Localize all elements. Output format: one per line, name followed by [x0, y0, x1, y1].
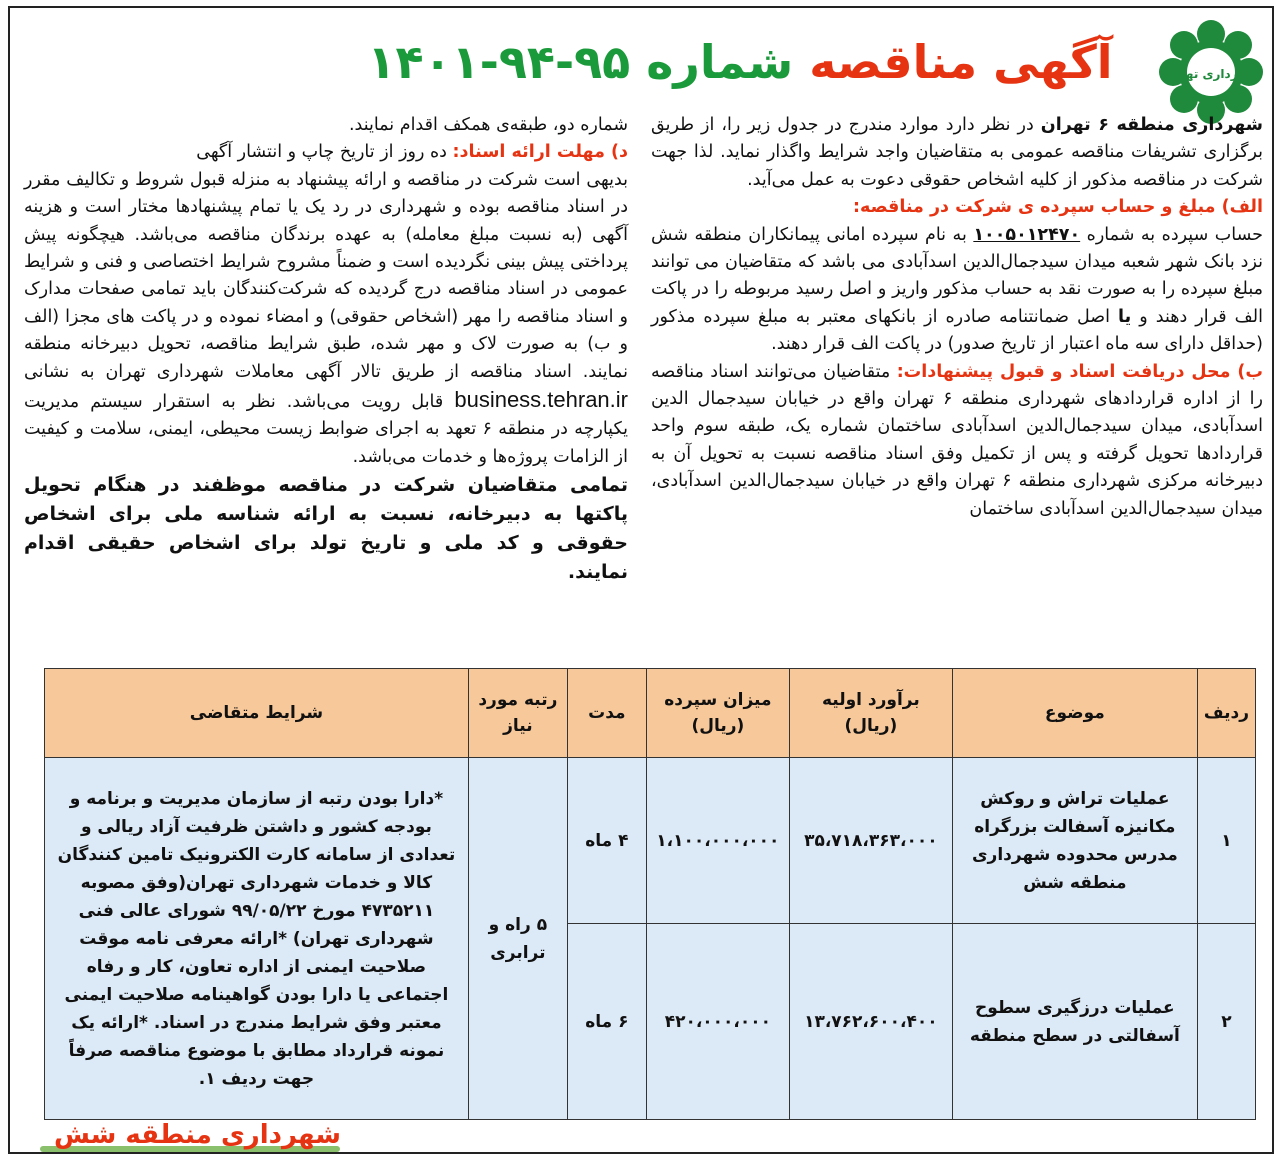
cell-estimate: ۱۳،۷۶۲،۶۰۰،۴۰۰ — [789, 924, 952, 1120]
section-a-title: الف) مبلغ و حساب سپرده ی شرکت در مناقصه: — [853, 197, 1263, 218]
section-d-paragraph — [24, 139, 628, 166]
header-deposit: میزان سپرده (ریال) — [646, 669, 789, 758]
header-row-number: ردیف — [1197, 669, 1255, 758]
cell-row-number: ۲ — [1197, 924, 1255, 1120]
cell-grade: ۵ راه و ترابری — [468, 758, 567, 1120]
section-a-mid: به نام سپرده امانی پیمانکاران منطقه شش نزد بانک شهر شعبه میدان سیدجمال‌الدین اسدآبادی می باشد که متقاضیان می توانند مبلغ سپرده را به صورت نقد به حساب مذکور واریز و اصل رسید مربوطه را در پاکت الف قرار دهند و — [651, 224, 1263, 327]
cell-conditions: *دارا بودن رتبه از سازمان مدیریت و برنامه و بودجه کشور و داشتن ظرفیت آزاد ریالی و تعدادی از سامانه کارت الکترونیک تامین کنندگان کالا و خدمات شهرداری تهران(وفق مصوبه ۴۷۳۵۲۱۱ مورخ ۹۹/۰۵/۲۲ شورای عالی فنی شهرداری تهران) *ارائه معرفی نامه موقت صلاحیت ایمنی از اداره تعاون، کار و رفاه اجتماعی یا دارا بودن گواهینامه صلاحیت ایمنی معتبر وفق شرایط مندرج در اسناد. *ارائه یک نمونه قرارداد مطابق با موضوع مناقصه صرفاً جهت ردیف ۱. — [45, 758, 469, 1120]
right-column — [651, 112, 1263, 523]
section-a-text — [651, 222, 1263, 359]
header-estimate: برآورد اولیه (ریال) — [789, 669, 952, 758]
cell-duration: ۶ ماه — [567, 924, 646, 1120]
logo-flower-icon — [1159, 20, 1263, 124]
section-b-title: ب) محل دریافت اسناد و قبول پیشنهادات: — [896, 361, 1264, 382]
header-subject: موضوع — [952, 669, 1197, 758]
tehran-municipality-logo — [1159, 20, 1263, 124]
header-duration: مدت — [567, 669, 646, 758]
account-number: ۱۰۰۵۰۱۲۴۷۰ — [973, 224, 1081, 245]
section-a-pre: حساب سپرده به شماره — [1080, 224, 1263, 245]
section-a-end: اصل ضمانتنامه صادره از بانکهای معتبر به مبلغ سپرده مذکور (حداقل دارای سه ماه اعتبار از تاریخ صدور) در پاکت الف قرار دهند. — [651, 306, 1263, 355]
intro-bold: شهرداری منطقه ۶ تهران — [1040, 115, 1263, 135]
tender-table — [44, 668, 1256, 1120]
general-conditions — [24, 167, 628, 471]
cell-deposit: ۴۲۰،۰۰۰،۰۰۰ — [646, 924, 789, 1120]
header-conditions: شرایط متقاضی — [45, 669, 469, 758]
section-d-text: ده روز از تاریخ چاپ و انتشار آگهی — [196, 142, 453, 163]
body-text-1: بدیهی است شرکت در مناقصه و ارائه پیشنهاد به منزله قبول شروط و تکالیف مقرر در اسناد مناقصه بوده و شهرداری در رد یک یا تمام پیشنهادها مختار است و هزینه آگهی (به نسبت مبلغ معامله) به عهده برندگان مناقصه می‌باشد. هیچگونه پیش پرداختی پیش بینی نگردیده است و ضمناً مشروح شرایط اختصاصی و فنی و شرایط عمومی در اسناد مناقصه درج گردیده که شرکت‌کنندگان باید تمامی صفحات مدارک و اسناد مناقصه را مهر (اشخاص حقوقی) و امضاء نموده و در پاکت های مجزا (الف و ب) به صورت لاک و مهر شده، طبق شرایط مناقصه، تحویل دبیرخانه منطقه نمایند. اسناد مناقصه از طریق تالار آگهی معاملات شهرداری تهران به نشانی — [24, 169, 628, 382]
signature: شهرداری منطقه شش — [54, 1120, 341, 1150]
intro-text: در نظر دارد موارد مندرج در جدول زیر را، از طریق برگزاری تشریفات مناقصه عمومی به متقاضیان واجد شرایط واگذار نماید. لذا جهت شرکت در مناقصه مذکور از کلیه اشخاص حقوقی دعوت به عمل می‌آید. — [651, 115, 1263, 190]
section-d-title: د) مهلت ارائه اسناد: — [452, 142, 628, 163]
cell-estimate: ۳۵،۷۱۸،۳۶۳،۰۰۰ — [789, 758, 952, 924]
header-grade: رتبه مورد نیاز — [468, 669, 567, 758]
cell-duration: ۴ ماه — [567, 758, 646, 924]
body-text-2: قابل رویت می‌باشد. نظر به استقرار سیستم مدیریت یکپارچه در منطقه ۶ تعهد به اجرای ضوابط زیست محیطی، ایمنی، سلامت و کیفیت از الزامات پروژه‌ها و خدمات می‌باشد. — [24, 392, 628, 467]
continuation-text: شماره دو، طبقه‌ی همکف اقدام نمایند. — [348, 115, 628, 135]
section-b-paragraph — [651, 359, 1263, 523]
cell-row-number: ۱ — [1197, 758, 1255, 924]
title-word: آگهی مناقصه — [809, 35, 1113, 89]
section-a-or: یا — [1118, 306, 1132, 327]
cell-subject: عملیات درزگیری سطوح آسفالتی در سطح منطقه — [952, 924, 1197, 1120]
notice-title — [330, 26, 1150, 98]
svg-text:شهرداری تهران: شهرداری تهران — [1164, 67, 1258, 81]
title-number: شماره ۹۵-۹۴-۱۴۰۱ — [367, 35, 794, 89]
table-row — [45, 758, 1256, 924]
table-header-row — [45, 669, 1256, 758]
section-b-text: متقاضیان می‌توانند اسناد مناقصه را از اداره قراردادهای شهرداری منطقه ۶ تهران واقع در خیابان سیدجمال الدین اسدآبادی، میدان سیدجمال‌الدین اسدآبادی ساختمان شماره یک، طبقه سوم واحد قراردادها تحویل گرفته و پس از تکمیل وفق اسناد مناقصه نسبت به تحویل آن به دبیرخانه مرکزی شهرداری منطقه ۶ تهران واقع در خیابان سیدجمال‌الدین اسدآبادی، میدان سیدجمال‌الدین اسدآبادی ساختمان — [651, 361, 1263, 519]
cell-deposit: ۱،۱۰۰،۰۰۰،۰۰۰ — [646, 758, 789, 924]
cell-subject: عملیات تراش و روکش مکانیزه آسفالت بزرگراه مدرس محدوده شهرداری منطقه شش — [952, 758, 1197, 924]
left-column — [24, 112, 628, 587]
website-link[interactable]: business.tehran.ir — [454, 387, 628, 413]
bold-note: تمامی متقاضیان شرکت در مناقصه موظفند در هنگام تحویل پاکتها به دبیرخانه، نسبت به ارائه شناسه ملی برای اشخاص حقوقی و کد ملی و تاریخ تولد برای اشخاص حقیقی اقدام نمایند. — [24, 474, 628, 584]
intro-paragraph — [651, 112, 1263, 194]
